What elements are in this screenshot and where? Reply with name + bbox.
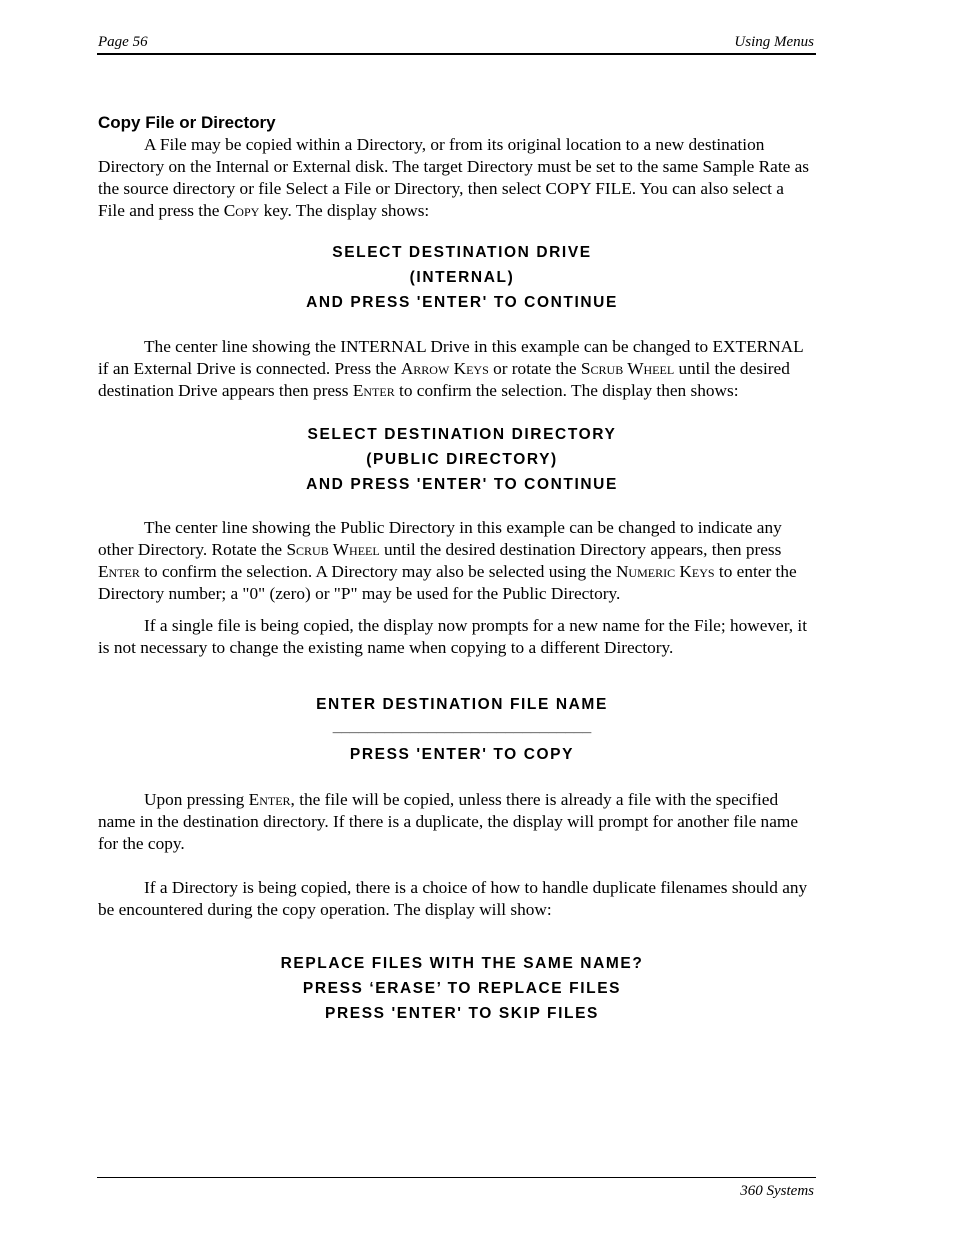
paragraph-copy-intro [98, 134, 812, 222]
paragraph-upon-enter [98, 789, 812, 855]
display-line: (INTERNAL) [409, 269, 515, 286]
display-line: (PUBLIC DIRECTORY) [366, 451, 558, 468]
page-body [98, 112, 812, 1026]
text-run: to confirm the selection. A Directory may also be selected using the [139, 562, 616, 581]
text-run: The center line showing the INTERNAL Drive in this example can be changed to EXTERNAL if an External Drive is connected. Press the [98, 337, 804, 378]
text-run: to confirm the selection. The display then shows: [394, 381, 739, 400]
header-rule [97, 53, 816, 55]
display-line: REPLACE FILES WITH THE SAME NAME? [280, 955, 644, 972]
paragraph-drive-selection [98, 336, 812, 402]
text-run: until the desired destination Directory appears, then press [379, 540, 782, 559]
display-name-field: ______________________________ [332, 718, 592, 735]
display-line: PRESS 'ENTER' TO SKIP FILES [325, 1005, 599, 1022]
key-name: Enter [352, 381, 395, 400]
key-name: Scrub Wheel [286, 540, 380, 559]
display-select-directory [98, 422, 812, 497]
display-line: AND PRESS 'ENTER' TO CONTINUE [306, 294, 618, 311]
display-line: PRESS ‘ERASE’ TO REPLACE FILES [302, 980, 622, 997]
paragraph-directory-selection [98, 517, 812, 605]
text-run: The center line showing the Public Directory in this example can be changed to indicate any other Directory. Rotate the [98, 518, 782, 559]
display-line: AND PRESS 'ENTER' TO CONTINUE [306, 476, 618, 493]
paragraph-single-file: If a single file is being copied, the display now prompts for a new name for the File; however, it is not necessary to change the existing name when copying to a different Directory. [98, 616, 808, 657]
text-run: A File may be copied within a Directory, or from its original location to a new destination Directory on the Internal or External disk. The target Directory must be set to the same Sample Rate as the source directory or file Select a File or Directory, then select COPY FILE. You can also select a File and press the [98, 135, 810, 220]
text-run: key. The display shows: [259, 201, 430, 220]
page-number: Page 56 [98, 34, 148, 50]
display-select-drive [98, 240, 812, 315]
key-name: Copy [223, 201, 260, 220]
section-heading: Copy File or Directory [98, 113, 276, 132]
display-line: SELECT DESTINATION DIRECTORY [307, 426, 617, 443]
chapter-title: Using Menus [734, 34, 814, 50]
text-run: to enter the Directory number; a "0" (zero) or "P" may be used for the Public Directory. [98, 562, 797, 603]
key-name: Enter [98, 562, 140, 581]
key-name: Enter [248, 790, 291, 809]
paragraph-directory-copy: If a Directory is being copied, there is a choice of how to handle duplicate filenames should any be encountered during the copy operation. The display will show: [98, 878, 808, 919]
text-run: , the file will be copied, unless there is already a file with the specified name in the destination directory. If there is a duplicate, the display will prompt for another file name for the copy. [98, 790, 798, 853]
text-run: Upon pressing [144, 790, 249, 809]
text-run: or rotate the [488, 359, 581, 378]
key-name: Scrub Wheel [580, 359, 675, 378]
display-file-name [98, 692, 812, 767]
footer-rule [97, 1177, 816, 1178]
key-name: Arrow Keys [400, 359, 489, 378]
display-line: SELECT DESTINATION DRIVE [332, 244, 592, 261]
display-line: PRESS 'ENTER' TO COPY [349, 746, 575, 763]
key-name: Numeric Keys [615, 562, 715, 581]
display-replace-files [98, 951, 812, 1026]
text-run: until the desired destination Drive appears then press [98, 359, 790, 400]
footer-company: 360 Systems [740, 1183, 814, 1199]
display-line: ENTER DESTINATION FILE NAME [316, 696, 608, 713]
